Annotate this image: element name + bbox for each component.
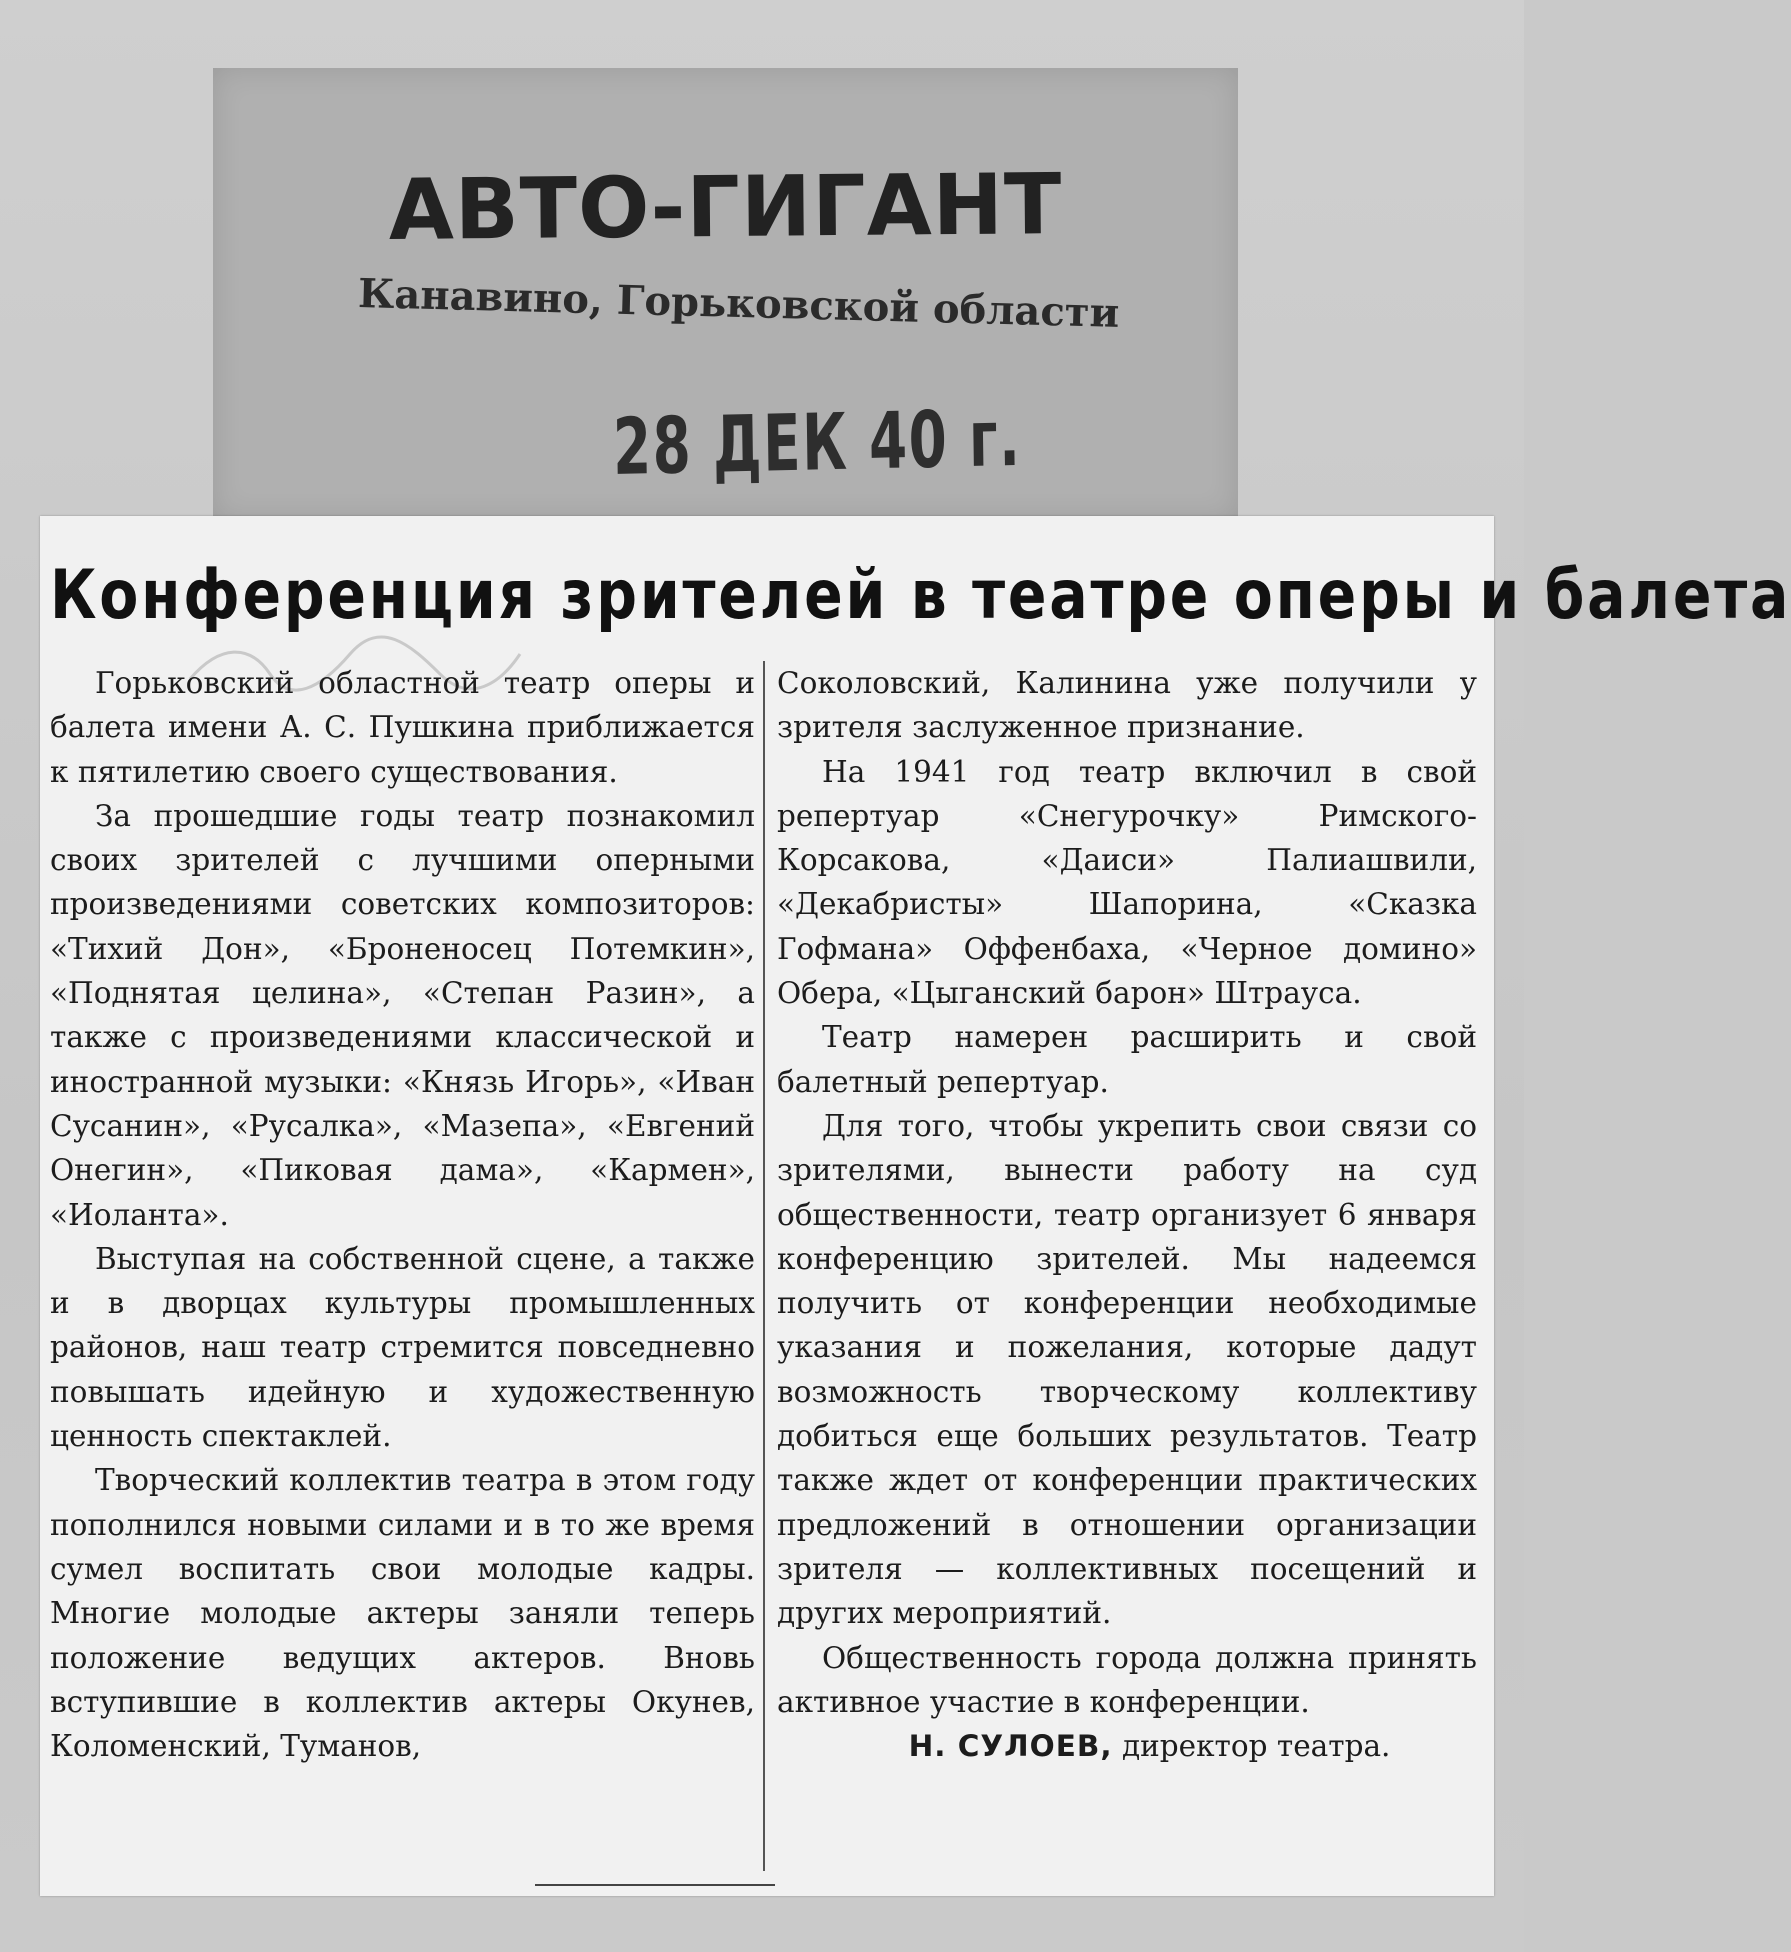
paragraph: Выступая на собственной сцене, а также и в дворцах культуры промышленных районов, наш театр стремится повседневно повышать идейную и художественную ценность спектаклей. (50, 1241, 755, 1454)
paragraph: Творческий коллектив театра в этом году пополнился новыми силами и в то же время сумел воспитать свои молодые кадры. Многие молодые актеры заняли теперь положение ведущих актеров. Вновь вступившие в коллектив актеры Окунев, Коломенский, Туманов, (50, 1463, 755, 1764)
author-name: Н. СУЛОЕВ, (908, 1729, 1113, 1764)
newspaper-stamp (213, 68, 1238, 520)
article-left-column (50, 661, 755, 1768)
column-divider (763, 661, 765, 1871)
stamp-newspaper-title: АВТО-ГИГАНТ (388, 155, 1063, 259)
paragraph: Театр намерен расширить и свой балетный репертуар. (777, 1020, 1477, 1099)
closing-rule (535, 1884, 775, 1886)
article-right-column (777, 661, 1477, 1768)
paragraph-continuation: Соколовский, Калинина уже получили у зрителя заслуженное признание. (777, 666, 1477, 745)
stamp-location: Канавино, Горьковской области (357, 270, 1120, 337)
stamp-date: 28 ДЕК 40 г. (612, 393, 1023, 493)
author-title: директор театра. (1121, 1729, 1391, 1764)
article-headline: Конференция зрителей в театре оперы и балета (50, 556, 1791, 635)
paragraph: За прошедшие годы театр познакомил своих зрителей с лучшими оперными произведениями советских композиторов: «Тихий Дон», «Броненосец Потемкин», «Поднятая целина», «Степан Разин», а также с произведениями классической и иностранной музыки: «Князь Игорь», «Иван Сусанин», «Русалка», «Мазепа», «Евгений Онегин», «Пиковая дама», «Кармен», «Иоланта». (50, 798, 755, 1232)
paragraph: Для того, чтобы укрепить свои связи со зрителями, вынести работу на суд общественности, театр организует 6 января конференцию зрителей. Мы надеемся получить от конференции необходимые указания и пожелания, которые дадут возможность творческому коллективу добиться еще больших результатов. Театр также ждет от конференции практических предложений в отношении организации зрителя — коллективных посещений и других мероприятий. (777, 1108, 1477, 1631)
article-signature (777, 1724, 1477, 1768)
newspaper-clipping (40, 516, 1791, 1896)
paragraph: На 1941 год театр включил в свой репертуар «Снегурочку» Римского-Корсакова, «Даиси» Палиашвили, «Декабристы» Шапорина, «Сказка Гофмана» Оффенбаха, «Черное домино» Обера, «Цыганский барон» Штрауса. (777, 754, 1477, 1011)
paragraph: Горьковский областной театр оперы и балета имени А. С. Пушкина приближается к пятилетию своего существования. (50, 666, 755, 789)
paragraph: Общественность города должна принять активное участие в конференции. (777, 1640, 1477, 1719)
